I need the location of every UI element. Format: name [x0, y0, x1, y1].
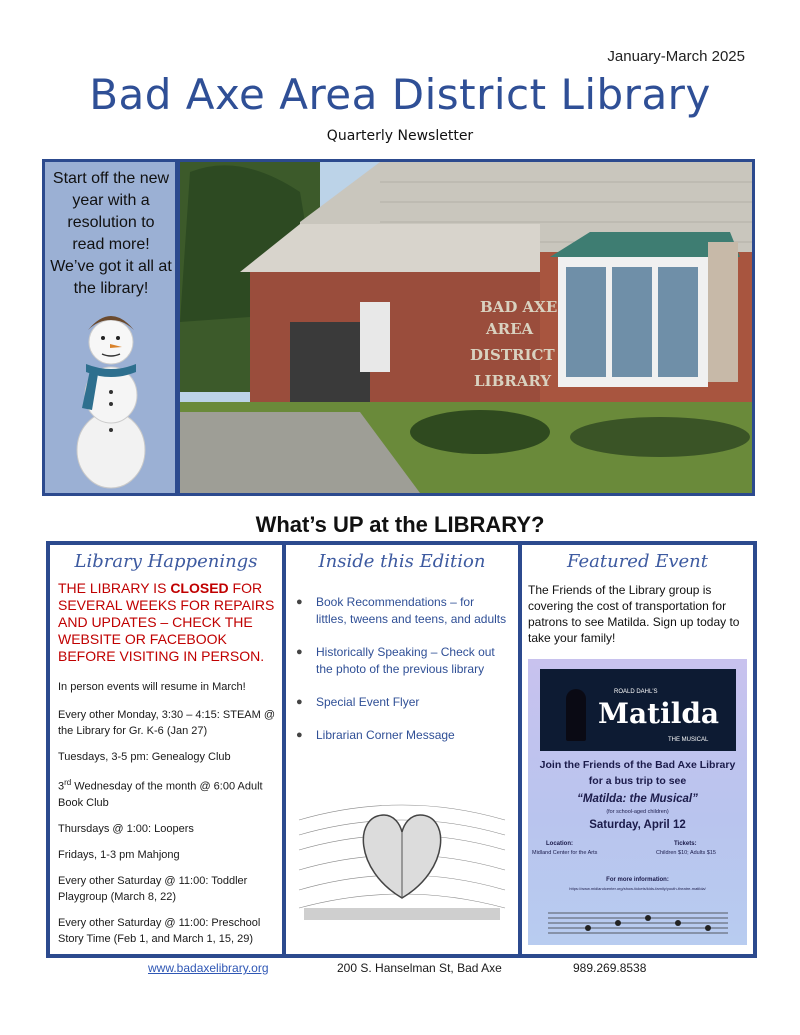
- event-item: Every other Monday, 3:30 – 4:15: STEAM @ the Library for Gr. K-6 (Jan 27): [58, 709, 276, 737]
- event-item: Thursdays @ 1:00: Loopers: [58, 822, 194, 835]
- resume-note: In person events will resume in March!: [58, 681, 246, 693]
- edition-item: [292, 644, 508, 678]
- flyer-show: “Matilda: the Musical”: [577, 793, 698, 805]
- flyer-matilda-logo: Matilda: [598, 697, 720, 730]
- book-club-num: 3: [58, 780, 65, 793]
- edition-item: [292, 694, 508, 711]
- event-item: Every other Saturday @ 11:00: Toddler Playgroup (March 8, 22): [58, 874, 248, 903]
- edition-item: [292, 727, 508, 744]
- library-title: Bad Axe Area District Library: [89, 70, 711, 119]
- flyer-location-label: Location:: [546, 841, 573, 847]
- event-item: Every other Saturday @ 11:00: Preschool Story Time (Feb 1, and March 1, 15, 29): [58, 916, 261, 945]
- book-club-rest: Wednesday of the month @ 6:00 Adult Book Club: [58, 780, 263, 809]
- book-club-sup: rd: [64, 778, 72, 787]
- flyer-tickets: Children $10; Adults $15: [656, 850, 716, 856]
- sign-line: AREA: [486, 320, 534, 338]
- edition-item-text: Book Recommendations – for littles, tweens and teens, and adults: [316, 595, 507, 626]
- date-range: January-March 2025: [607, 48, 745, 65]
- website-link[interactable]: www.badaxelibrary.org: [148, 961, 269, 975]
- flyer-roald: ROALD DAHL'S: [614, 689, 658, 695]
- hero-sidebar-text: Start off the new year with a resolution to read more! We’ve got it all at the library!: [50, 170, 172, 297]
- flyer-location: Midland Center for the Arts: [532, 850, 598, 856]
- flyer-more-info: For more information:: [606, 877, 669, 883]
- featured-column: [522, 545, 753, 954]
- library-building-photo: [180, 162, 752, 493]
- matilda-flyer: [528, 659, 747, 945]
- event-item-book-club: [58, 775, 276, 811]
- event-item: Tuesdays, 3-5 pm: Genealogy Club: [58, 751, 231, 763]
- newsletter-subtitle: Quarterly Newsletter: [326, 128, 474, 144]
- sign-line: LIBRARY: [474, 372, 552, 390]
- closure-notice-post: FOR SEVERAL WEEKS FOR REPAIRS AND UPDATES – CHECK THE WEBSITE OR FACEBOOK BEFORE VISITING IN PERSON.: [58, 580, 275, 664]
- flyer-date: Saturday, April 12: [589, 819, 686, 831]
- closure-notice-pre: THE LIBRARY IS: [58, 580, 171, 596]
- footer-phone: 989.269.8538: [573, 961, 647, 975]
- section-headline: What’s UP at the LIBRARY?: [255, 512, 545, 537]
- flyer-join: Join the Friends of the Bad Axe Library: [539, 759, 736, 771]
- event-item: Fridays, 1-3 pm Mahjong: [58, 848, 180, 861]
- edition-list: [292, 594, 508, 744]
- footer-address: 200 S. Hanselman St, Bad Axe: [337, 961, 502, 975]
- edition-item: [292, 594, 508, 628]
- sign-line: DISTRICT: [470, 346, 555, 364]
- happenings-column: [50, 545, 282, 954]
- edition-item-text: Historically Speaking – Check out the photo of the previous library: [316, 645, 495, 676]
- edition-column: [286, 545, 518, 954]
- closure-notice-closed: CLOSED: [170, 580, 229, 596]
- heart-book-image: [294, 780, 510, 926]
- bullet-icon: ●: [296, 696, 303, 708]
- edition-title: Inside this Edition: [318, 551, 486, 572]
- flyer-tickets-label: Tickets:: [674, 841, 697, 847]
- bullet-icon: ●: [296, 646, 303, 658]
- sign-line: BAD AXE: [480, 298, 558, 316]
- edition-item-text: Special Event Flyer: [316, 695, 420, 709]
- flyer-url: https://www.midlandcenter.org/show-tickets/kids-family/youth-theatre-matilda/: [569, 886, 706, 891]
- bullet-icon: ●: [296, 596, 303, 608]
- music-staff-icon: [548, 907, 728, 937]
- featured-text: The Friends of the Library group is covering the cost of transportation for patrons to see Matilda. Sign up today to take your family!: [528, 583, 740, 645]
- edition-item-text: Librarian Corner Message: [316, 728, 455, 742]
- featured-title: Featured Event: [566, 551, 708, 572]
- snowman-image: [64, 300, 158, 490]
- flyer-note: (for school-aged children): [606, 809, 669, 815]
- flyer-for-trip: for a bus trip to see: [588, 775, 687, 787]
- matilda-silhouette-icon: [566, 689, 586, 741]
- closure-notice: [58, 580, 276, 665]
- happenings-title: Library Happenings: [74, 551, 258, 572]
- bullet-icon: ●: [296, 729, 303, 741]
- flyer-musical: THE MUSICAL: [668, 737, 709, 743]
